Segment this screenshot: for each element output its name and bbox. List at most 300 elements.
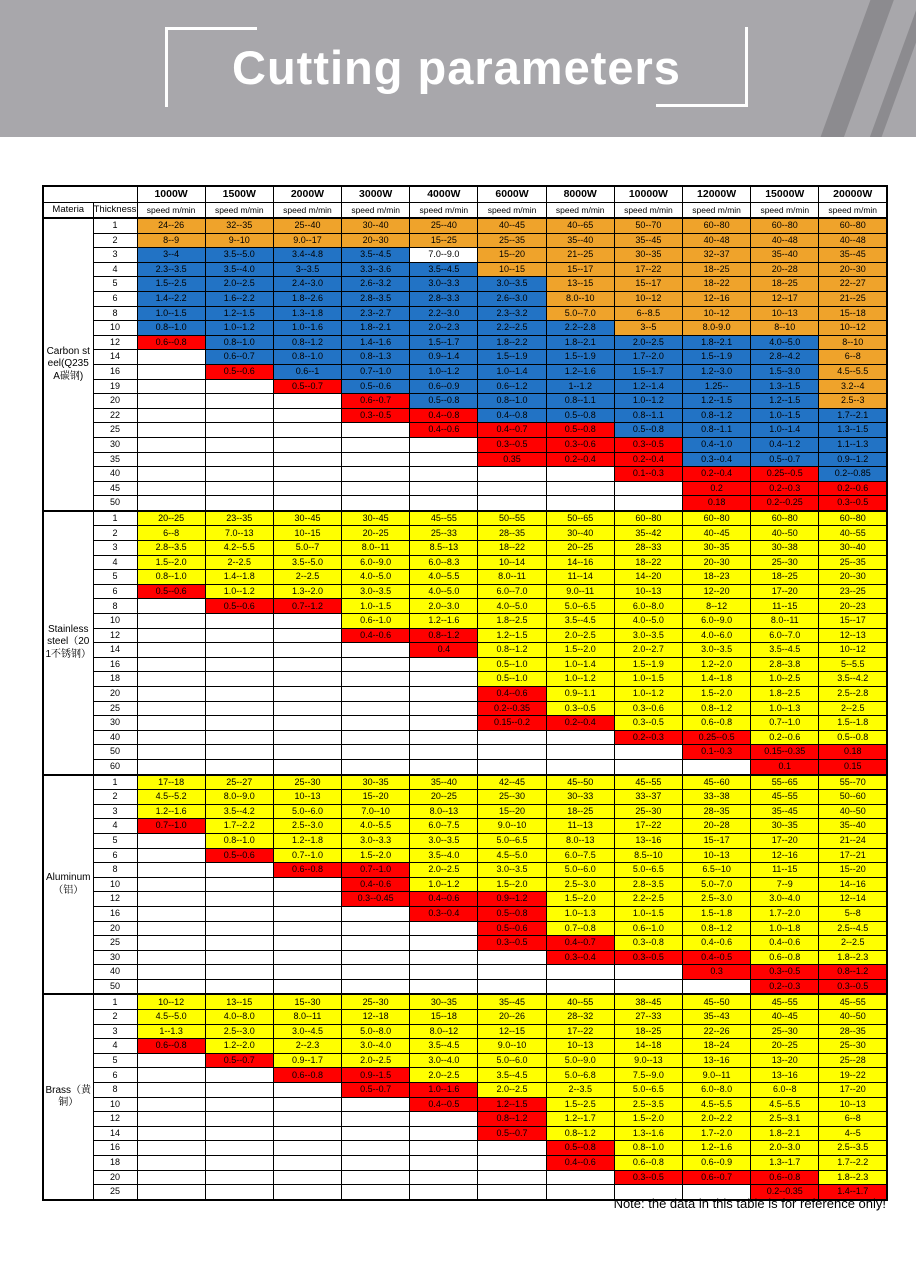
speed-cell: 0.5--0.8: [546, 423, 614, 438]
speed-cell: 1.0--1.5: [614, 906, 682, 921]
speed-cell: 22--26: [683, 1024, 751, 1039]
speed-cell: 2.0--2.5: [205, 277, 273, 292]
speed-cell: 0.8--1.2: [546, 1126, 614, 1141]
speed-cell: 17--21: [819, 848, 887, 863]
speed-cell: [205, 1083, 273, 1098]
speed-cell: [273, 701, 341, 716]
speed-cell: [478, 745, 546, 760]
speed-cell: 3.5--4.0: [410, 848, 478, 863]
speed-cell: 0.9--1.7: [273, 1053, 341, 1068]
thickness-cell: 16: [93, 906, 137, 921]
speed-cell: 1.0--1.4: [478, 364, 546, 379]
speed-cell: 8--12: [683, 599, 751, 614]
speed-cell: 1.8--2.1: [546, 335, 614, 350]
speed-cell: 4.0--5.0: [342, 570, 410, 585]
speed-cell: 30--33: [546, 790, 614, 805]
speed-cell: [137, 1185, 205, 1200]
speed-cell: 3.0--3.5: [478, 277, 546, 292]
speed-cell: [342, 759, 410, 774]
speed-cell: 4.0--6.0: [683, 628, 751, 643]
speed-cell: 10--15: [478, 262, 546, 277]
thickness-cell: 4: [93, 262, 137, 277]
speed-cell: 1.5--1.8: [819, 716, 887, 731]
speed-cell: 6.0--7.5: [410, 819, 478, 834]
speed-cell: 18--25: [614, 1024, 682, 1039]
speed-cell: 9.0--11: [546, 584, 614, 599]
speed-cell: 1.4--1.8: [683, 672, 751, 687]
speed-cell: 0.5--0.6: [137, 584, 205, 599]
speed-cell: 35--43: [683, 1010, 751, 1025]
speed-cell: 0.7--1.0: [137, 819, 205, 834]
speed-cell: 0.5--0.6: [205, 599, 273, 614]
speed-cell: [273, 979, 341, 994]
speed-cell: 5.0--9.0: [546, 1053, 614, 1068]
speed-cell: 13--16: [751, 1068, 819, 1083]
speed-cell: 3--4: [137, 248, 205, 263]
speed-cell: 45--55: [751, 994, 819, 1009]
speed-cell: 3.5--4.2: [205, 804, 273, 819]
speed-cell: [137, 1083, 205, 1098]
speed-cell: [546, 979, 614, 994]
speed-cell: 13--16: [614, 833, 682, 848]
speed-cell: 1.0--1.5: [614, 672, 682, 687]
speed-cell: 40--48: [819, 233, 887, 248]
speed-cell: 0.4--0.6: [546, 1156, 614, 1171]
speed-cell: [273, 657, 341, 672]
thickness-cell: 20: [93, 1170, 137, 1185]
speed-cell: 0.15--0.2: [478, 716, 546, 731]
speed-unit-cell: speed m/min: [819, 203, 887, 219]
speed-cell: [205, 906, 273, 921]
speed-cell: 1.8--2.6: [273, 291, 341, 306]
speed-cell: 2.2--2.5: [614, 892, 682, 907]
material-header-cell: Materia: [43, 203, 93, 219]
speed-cell: 4.2--5.5: [205, 541, 273, 556]
speed-cell: 0.6--0.8: [137, 335, 205, 350]
speed-cell: 0.9--1.2: [819, 452, 887, 467]
speed-cell: [137, 350, 205, 365]
speed-cell: 0.3--0.4: [410, 906, 478, 921]
speed-cell: 17--20: [819, 1083, 887, 1098]
speed-cell: [342, 921, 410, 936]
speed-cell: 6--8.5: [614, 306, 682, 321]
speed-cell: 0.4--0.5: [683, 950, 751, 965]
thickness-cell: 35: [93, 452, 137, 467]
thickness-cell: 16: [93, 364, 137, 379]
thickness-cell: 4: [93, 1039, 137, 1054]
speed-cell: 0.6--1.2: [478, 379, 546, 394]
title-bracket-left: [165, 27, 257, 107]
speed-cell: 0.8--1.2: [819, 965, 887, 980]
thickness-cell: 8: [93, 863, 137, 878]
speed-cell: 30--40: [342, 218, 410, 233]
speed-cell: 1.7--2.0: [751, 906, 819, 921]
speed-cell: 18--22: [478, 541, 546, 556]
speed-cell: 0.35: [478, 452, 546, 467]
speed-cell: 0.6--0.8: [751, 1170, 819, 1185]
thickness-cell: 1: [93, 994, 137, 1009]
speed-cell: 0.6--0.8: [683, 716, 751, 731]
speed-cell: 60--80: [819, 218, 887, 233]
speed-cell: [273, 965, 341, 980]
speed-cell: 2.2--3.0: [410, 306, 478, 321]
speed-cell: 0.4--1.0: [683, 437, 751, 452]
speed-cell: 6.0--8.0: [683, 1083, 751, 1098]
speed-cell: [137, 364, 205, 379]
speed-cell: [546, 481, 614, 496]
speed-cell: 4.0--5.5: [410, 570, 478, 585]
speed-cell: 0.5--0.7: [751, 452, 819, 467]
speed-cell: [614, 759, 682, 774]
speed-cell: 0.4--0.6: [478, 687, 546, 702]
speed-cell: 1.8--2.1: [683, 335, 751, 350]
speed-cell: 25--40: [410, 218, 478, 233]
speed-cell: [137, 950, 205, 965]
speed-cell: 1.0--1.3: [546, 906, 614, 921]
speed-cell: 3.5--5.0: [205, 248, 273, 263]
speed-cell: 15--20: [342, 790, 410, 805]
speed-cell: 12--13: [819, 628, 887, 643]
speed-cell: 0.3--0.4: [546, 950, 614, 965]
speed-cell: [205, 1141, 273, 1156]
speed-cell: 0.2--0.6: [819, 481, 887, 496]
speed-cell: [137, 921, 205, 936]
speed-cell: 1.0--1.6: [410, 1083, 478, 1098]
speed-cell: [342, 1112, 410, 1127]
speed-cell: 40--45: [478, 218, 546, 233]
speed-cell: 3.5--4.5: [410, 1039, 478, 1054]
speed-cell: 45--55: [410, 511, 478, 526]
speed-cell: 15--18: [410, 1010, 478, 1025]
speed-cell: [205, 701, 273, 716]
power-header-cell: 4000W: [410, 186, 478, 203]
speed-cell: 0.5--0.8: [819, 730, 887, 745]
speed-cell: [410, 1126, 478, 1141]
speed-cell: 0.3--0.8: [614, 936, 682, 951]
speed-cell: 30--35: [683, 541, 751, 556]
speed-cell: 0.4--0.6: [410, 892, 478, 907]
speed-cell: 0.5--0.8: [546, 1141, 614, 1156]
speed-cell: 1.5--1.9: [683, 350, 751, 365]
speed-cell: [137, 1170, 205, 1185]
speed-cell: [137, 745, 205, 760]
speed-cell: 10--13: [614, 584, 682, 599]
speed-cell: [205, 979, 273, 994]
speed-cell: 0.18: [683, 496, 751, 511]
speed-cell: 8--10: [751, 321, 819, 336]
speed-cell: 3.0--3.5: [683, 643, 751, 658]
speed-cell: 3.2--4: [819, 379, 887, 394]
speed-cell: 1.2--1.4: [614, 379, 682, 394]
speed-cell: 18--25: [751, 570, 819, 585]
thickness-cell: 6: [93, 1068, 137, 1083]
speed-cell: 30--35: [614, 248, 682, 263]
speed-cell: 38--45: [614, 994, 682, 1009]
speed-cell: 1.5--2.0: [683, 687, 751, 702]
speed-cell: 9--10: [205, 233, 273, 248]
speed-cell: 1.2--1.5: [205, 306, 273, 321]
speed-cell: 20--30: [342, 233, 410, 248]
speed-cell: 1.0--1.4: [546, 657, 614, 672]
speed-cell: 2--2.5: [205, 555, 273, 570]
speed-cell: 40--55: [819, 526, 887, 541]
speed-cell: 5.0--8.0: [342, 1024, 410, 1039]
thickness-cell: 4: [93, 555, 137, 570]
speed-cell: 0.9--1.5: [342, 1068, 410, 1083]
power-header-cell: 1000W: [137, 186, 205, 203]
speed-cell: [410, 437, 478, 452]
speed-cell: 2.5--3.5: [614, 1097, 682, 1112]
speed-cell: 0.4--0.5: [410, 1097, 478, 1112]
speed-cell: 6.5--10: [683, 863, 751, 878]
thickness-cell: 12: [93, 335, 137, 350]
speed-cell: 2.5--3.0: [205, 1024, 273, 1039]
speed-cell: 0.3--0.5: [614, 716, 682, 731]
speed-cell: 2.5--3.0: [273, 819, 341, 834]
speed-cell: [342, 1141, 410, 1156]
speed-cell: [273, 672, 341, 687]
speed-cell: 8.0--10: [546, 291, 614, 306]
speed-cell: 20--26: [478, 1010, 546, 1025]
speed-cell: 19--22: [819, 1068, 887, 1083]
thickness-cell: 50: [93, 979, 137, 994]
speed-cell: 1.2--3.0: [683, 364, 751, 379]
speed-cell: [273, 877, 341, 892]
speed-cell: 35--40: [410, 775, 478, 790]
speed-cell: 20--23: [819, 599, 887, 614]
speed-cell: [410, 979, 478, 994]
parameters-table-wrap: [42, 185, 886, 1201]
speed-cell: 0.2--0.6: [751, 730, 819, 745]
speed-cell: [342, 1185, 410, 1200]
speed-cell: 30--45: [342, 511, 410, 526]
table-head: [43, 186, 887, 218]
speed-cell: 4.0--5.0: [751, 335, 819, 350]
speed-cell: [273, 394, 341, 409]
speed-cell: [137, 467, 205, 482]
speed-cell: [410, 745, 478, 760]
speed-cell: [410, 936, 478, 951]
speed-cell: [205, 452, 273, 467]
speed-cell: 8.0--11: [273, 1010, 341, 1025]
speed-cell: 1.0--2.5: [751, 672, 819, 687]
speed-cell: 14--16: [546, 555, 614, 570]
thickness-cell: 25: [93, 936, 137, 951]
speed-cell: 1.4--2.2: [137, 291, 205, 306]
speed-cell: 28--35: [478, 526, 546, 541]
speed-cell: 40--65: [546, 218, 614, 233]
speed-cell: 17--20: [751, 833, 819, 848]
speed-cell: [205, 614, 273, 629]
speed-cell: 15--17: [614, 277, 682, 292]
thickness-cell: 6: [93, 584, 137, 599]
speed-cell: 0.5--0.6: [478, 921, 546, 936]
speed-cell: 1.5--3.0: [751, 364, 819, 379]
speed-cell: [137, 657, 205, 672]
speed-cell: [137, 672, 205, 687]
speed-cell: 1.4--1.6: [342, 335, 410, 350]
thickness-cell: 6: [93, 848, 137, 863]
speed-cell: 0.4--0.7: [546, 936, 614, 951]
speed-cell: 30--40: [819, 541, 887, 556]
speed-cell: 0.9--1.4: [410, 350, 478, 365]
speed-cell: 20--30: [819, 570, 887, 585]
speed-cell: 2.8--4.2: [751, 350, 819, 365]
speed-cell: 0.6--1: [273, 364, 341, 379]
speed-unit-cell: speed m/min: [546, 203, 614, 219]
speed-cell: [273, 437, 341, 452]
speed-cell: [137, 379, 205, 394]
thickness-cell: 10: [93, 614, 137, 629]
speed-cell: 45--60: [683, 775, 751, 790]
speed-cell: [137, 1141, 205, 1156]
speed-cell: 6--8: [819, 1112, 887, 1127]
speed-cell: 20--28: [683, 819, 751, 834]
speed-cell: 20--25: [137, 511, 205, 526]
speed-cell: 3.0--4.0: [342, 1039, 410, 1054]
speed-cell: [410, 759, 478, 774]
speed-cell: 25--40: [273, 218, 341, 233]
speed-cell: 50--55: [478, 511, 546, 526]
speed-cell: [137, 979, 205, 994]
speed-cell: [478, 730, 546, 745]
speed-cell: [205, 1068, 273, 1083]
thickness-cell: 22: [93, 408, 137, 423]
speed-cell: [478, 759, 546, 774]
speed-cell: [478, 1170, 546, 1185]
speed-cell: 6--8: [137, 526, 205, 541]
speed-cell: 15--17: [819, 614, 887, 629]
speed-cell: 12--17: [751, 291, 819, 306]
speed-cell: 0.5--0.8: [614, 423, 682, 438]
speed-cell: [273, 906, 341, 921]
speed-cell: [342, 423, 410, 438]
speed-cell: [342, 979, 410, 994]
speed-cell: 0.4--0.6: [342, 877, 410, 892]
speed-cell: 20--28: [751, 262, 819, 277]
speed-cell: 1.4--1.7: [819, 1185, 887, 1200]
speed-cell: [410, 657, 478, 672]
speed-cell: 28--32: [546, 1010, 614, 1025]
speed-cell: 5.0--7: [273, 541, 341, 556]
cutting-table: [42, 185, 888, 1201]
speed-cell: 5.0--6.0: [546, 863, 614, 878]
speed-cell: 1.3--1.5: [751, 379, 819, 394]
speed-cell: 0.8--1.2: [478, 1112, 546, 1127]
thickness-cell: 12: [93, 892, 137, 907]
speed-cell: 33--38: [683, 790, 751, 805]
speed-cell: 35--45: [614, 233, 682, 248]
speed-cell: [342, 643, 410, 658]
speed-unit-cell: speed m/min: [410, 203, 478, 219]
speed-cell: 2.0--2.2: [683, 1112, 751, 1127]
speed-unit-cell: speed m/min: [342, 203, 410, 219]
speed-cell: 1.5--2.0: [546, 643, 614, 658]
speed-cell: 6--8: [819, 350, 887, 365]
speed-cell: 11--13: [546, 819, 614, 834]
speed-cell: [342, 701, 410, 716]
speed-cell: 1.3--2.0: [273, 584, 341, 599]
speed-cell: 20--25: [410, 790, 478, 805]
speed-cell: [342, 906, 410, 921]
speed-cell: [273, 730, 341, 745]
speed-cell: [137, 877, 205, 892]
speed-cell: [683, 759, 751, 774]
speed-cell: 3.0--4.0: [410, 1053, 478, 1068]
speed-cell: 35--40: [546, 233, 614, 248]
speed-cell: [137, 1068, 205, 1083]
speed-cell: [205, 716, 273, 731]
speed-cell: [342, 950, 410, 965]
speed-cell: [205, 759, 273, 774]
speed-cell: 1.5--1.8: [683, 906, 751, 921]
speed-cell: 4.0--5.5: [342, 819, 410, 834]
speed-cell: [205, 921, 273, 936]
speed-cell: 6.0--9.0: [683, 614, 751, 629]
thickness-cell: 40: [93, 467, 137, 482]
speed-cell: 0.5--0.7: [342, 1083, 410, 1098]
speed-cell: 0.18: [819, 745, 887, 760]
speed-cell: 1.2--2.0: [683, 657, 751, 672]
speed-cell: 5.0--6.0: [478, 1053, 546, 1068]
thickness-cell: 14: [93, 1126, 137, 1141]
speed-cell: [342, 672, 410, 687]
speed-cell: 1.0--1.6: [273, 321, 341, 336]
speed-cell: 0.15: [819, 759, 887, 774]
thickness-cell: 50: [93, 496, 137, 511]
speed-cell: [205, 965, 273, 980]
speed-cell: 25--30: [478, 790, 546, 805]
speed-cell: [478, 979, 546, 994]
speed-cell: 0.1: [751, 759, 819, 774]
speed-cell: 1.8--2.2: [478, 335, 546, 350]
speed-cell: 12--18: [342, 1010, 410, 1025]
speed-cell: 1.8--2.1: [342, 321, 410, 336]
speed-cell: 10--12: [614, 291, 682, 306]
speed-cell: 0.8--1.3: [342, 350, 410, 365]
speed-cell: 1.8--2.1: [751, 1126, 819, 1141]
speed-cell: 2.0--2.5: [478, 1083, 546, 1098]
power-header-cell: 8000W: [546, 186, 614, 203]
speed-cell: 1.8--2.5: [751, 687, 819, 702]
thickness-cell: 2: [93, 790, 137, 805]
speed-cell: 0.7--0.8: [546, 921, 614, 936]
speed-cell: [137, 936, 205, 951]
speed-cell: [137, 496, 205, 511]
speed-cell: 0.8--1.2: [478, 643, 546, 658]
speed-cell: 1.1--1.3: [819, 437, 887, 452]
speed-cell: 5.0--6.5: [614, 863, 682, 878]
speed-cell: 2.5--2.8: [819, 687, 887, 702]
speed-cell: 8.0--11: [751, 614, 819, 629]
speed-cell: [478, 1141, 546, 1156]
speed-cell: [137, 759, 205, 774]
speed-cell: [614, 481, 682, 496]
power-header-cell: 3000W: [342, 186, 410, 203]
speed-cell: 10--12: [683, 306, 751, 321]
speed-cell: [205, 643, 273, 658]
speed-cell: [410, 716, 478, 731]
speed-cell: [410, 1112, 478, 1127]
speed-cell: 1.5--1.9: [546, 350, 614, 365]
speed-cell: 6.0--8.3: [410, 555, 478, 570]
speed-cell: 55--65: [751, 775, 819, 790]
speed-cell: [614, 965, 682, 980]
speed-cell: 15--20: [478, 248, 546, 263]
power-header-cell: 1500W: [205, 186, 273, 203]
thickness-cell: 2: [93, 526, 137, 541]
speed-cell: 23--35: [205, 511, 273, 526]
